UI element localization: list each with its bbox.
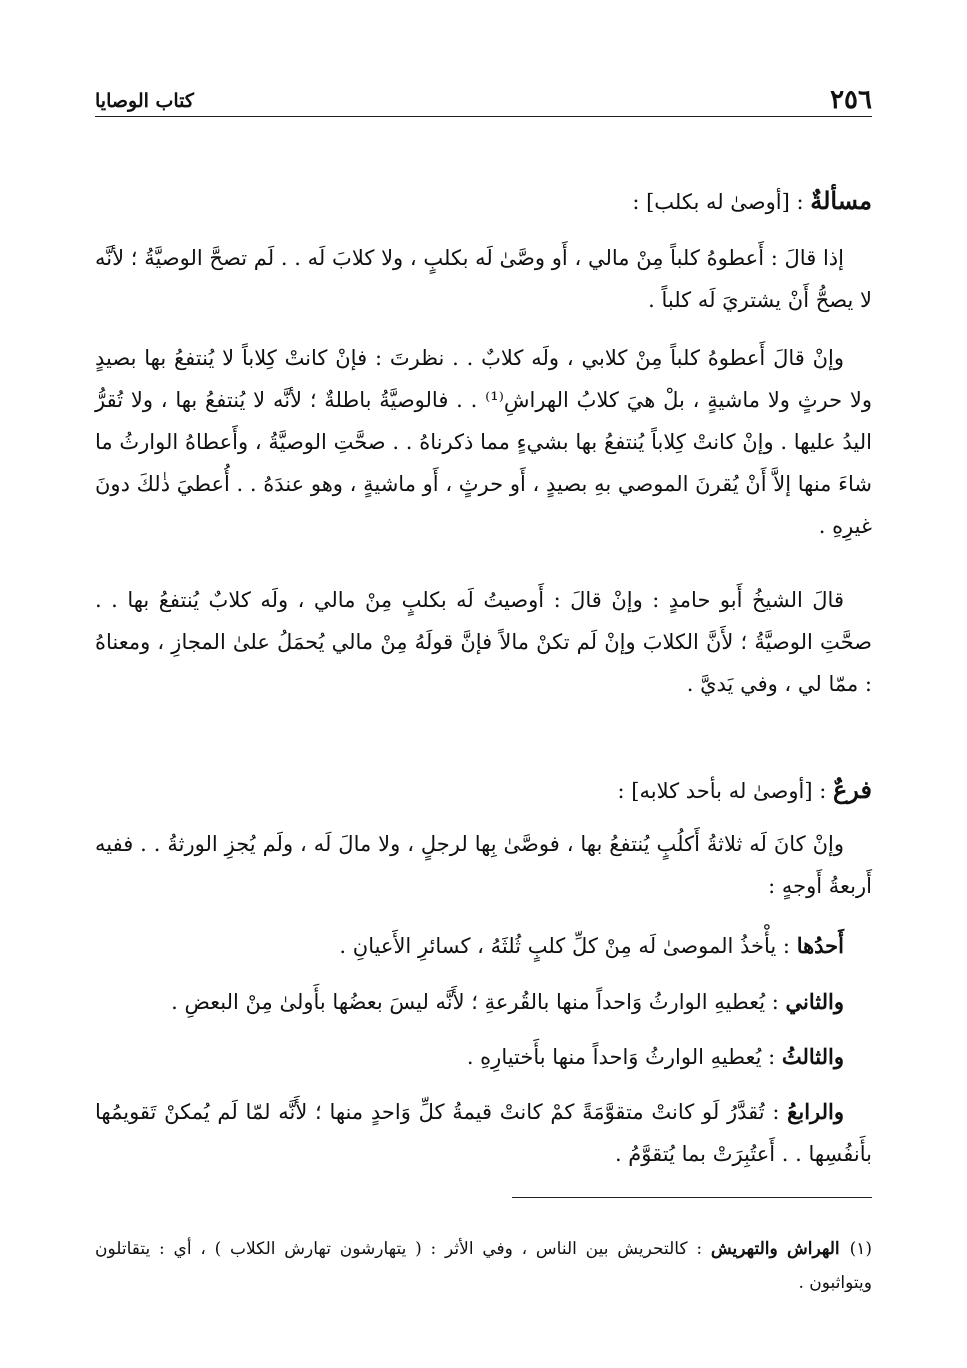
section-heading-masala [632,186,872,217]
aspect-text: : تُقدَّرُ لَو كانتْ متقوَّمَةً كمْ كانتْ قيمةُ كلِّ وَاحدٍ منها ؛ لأَنَّه لمّا لَم يُمكنْ تَقويمُها بأَنفُسِها . . أَعتُبِرَتْ بما يُتقوَّمُ . [95,1100,872,1166]
aspect-text: : يُعطيهِ الوارثُ وَاحداً منها بالقُرعةِ ؛ لأَنَّه ليسَ بعضُها بأَولىٰ مِنْ البعضِ . [171,990,786,1014]
footnote-term: الهراش والتهريش [710,1239,840,1259]
paragraph-1: إذا قالَ : أَعطوهُ كلباً مِنْ مالي ، أَو وصَّىٰ لَه بكلبٍ ، ولا كلابَ لَه . . لَم تصحَّ الوصيَّةُ ؛ لأنَّه لا يصحُّ أَنْ يشتريَ لَه كلباً . [95,246,872,312]
aspect-4 [95,1091,872,1175]
book-page [95,0,872,1368]
aspect-lead: أَحدُها [796,933,844,958]
paragraph-2: وإنْ قالَ أَعطوهُ كلباً مِنْ كلابي ، ولَه كلابٌ . . نظرتَ : فإنْ كانتْ كِلاباً لا يُنتفعُ بها بصيدٍ ولا حرثٍ ولا ماشيةٍ ، بلْ هيَ كلابُ الهراشِ⁽¹⁾ . . فالوصيَّةُ باطلةٌ ؛ لأنَّه لا يُنتفعُ بها ، ولا تُقرُّ اليدُ عليها . وإنْ كانتْ كِلاباً يُنتفعُ بها بشيءٍ مما ذكرناهُ . . صحَّتِ الوصيَّةُ ، وأَعطاهُ الوارثُ ما شاءَ منها إلاَّ أَنْ يُقرنَ الموصي بهِ بصيدٍ ، أَو حرثٍ ، أَو ماشيةٍ ، وهو عندَهُ . . أُعطيَ ذٰلكَ دونَ غيرِهِ . [95,346,872,538]
branch-intro: وإنْ كانَ لَه ثلاثةُ أَكلُبٍ يُنتفعُ بها ، فوصَّىٰ بِها لرجلٍ ، ولا مالَ لَه ، ولَم يُجزِ الورثةُ . . ففيه أَربعةُ أَوجهٍ : [95,832,872,898]
aspect-text: : يأْخذُ الموصىٰ لَه مِنْ كلِّ كلبٍ ثُلثَهُ ، كسائرِ الأَعيانِ . [339,934,797,958]
section-label: فرعٌ [832,775,872,804]
running-header [95,86,872,117]
aspect-lead: والثالثُ [781,1044,844,1069]
aspect-2 [95,981,872,1023]
aspect-text: : يُعطيهِ الوارثُ وَاحداً منها بأَختيارِهِ . [466,1045,782,1069]
footnote [95,1232,872,1300]
section-label: مسألةٌ [810,186,872,215]
footnote-divider [512,1197,872,1198]
aspect-lead: والثاني [785,989,844,1014]
page-number: ٢٥٦ [830,85,872,115]
section-title: : [أوصىٰ له بكلب] : [632,190,811,214]
aspect-1 [95,925,872,967]
footnote-text: : كالتحريش بين الناس ، وفي الأثر : ( يتهارشون تهارش الكلاب ) ، أي : يتقاتلون ويتواثبون . [95,1239,872,1293]
aspect-lead: والرابعُ [787,1099,844,1124]
footnote-number: (١) [849,1239,873,1259]
section-heading-far [618,775,872,806]
book-title: كتاب الوصايا [95,90,194,112]
section-title: : [أوصىٰ له بأحد كلابه] : [617,779,833,803]
aspect-3 [95,1036,872,1078]
paragraph-3: قالَ الشيخُ أَبو حامدٍ : وإنْ قالَ : أَوصيتُ لَه بكلبٍ مِنْ مالي ، ولَه كلابٌ يُنتفعُ بها . . صحَّتِ الوصيَّةُ ؛ لأَنَّ الكلابَ وإنْ لَم تكنْ مالاً فإنَّ قولَهُ مِنْ مالي يُحمَلُ علىٰ المجازِ ، ومعناهُ : ممّا لي ، وفي يَديَّ . [95,588,872,696]
